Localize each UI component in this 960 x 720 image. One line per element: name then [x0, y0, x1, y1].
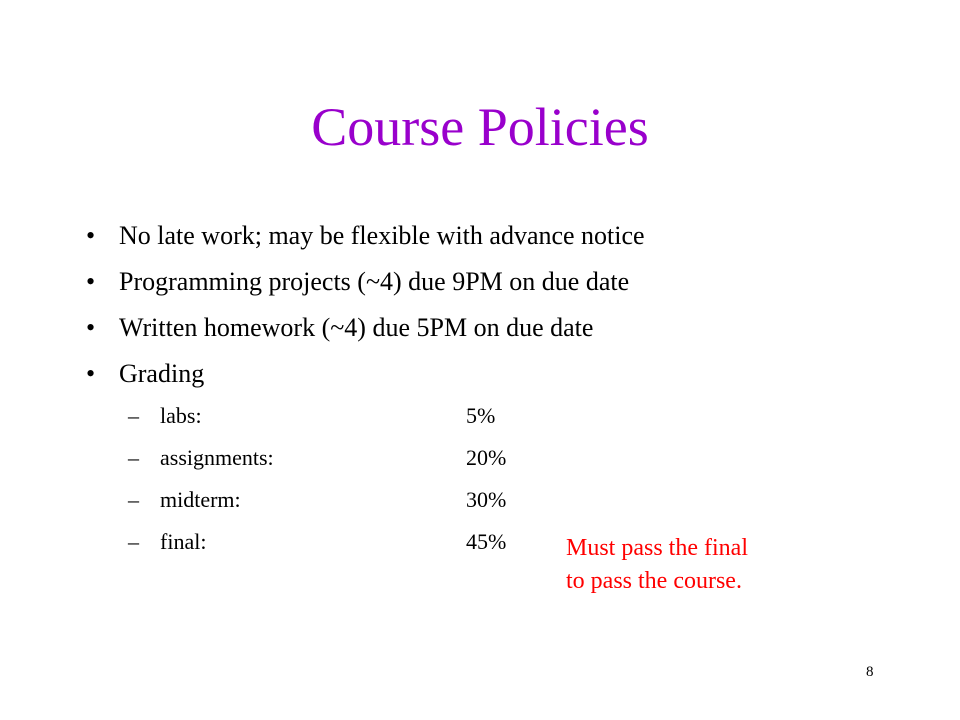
grading-value: 45% [466, 529, 507, 554]
dash-icon: – [128, 445, 139, 470]
bullet-item [83, 351, 645, 397]
grading-value: 20% [466, 445, 507, 470]
callout-line: to pass the course. [566, 568, 742, 594]
page-number: 8 [866, 664, 874, 680]
dash-icon: – [128, 403, 139, 428]
dash-icon: – [128, 529, 139, 554]
bullet-text: Written homework (~4) due 5PM on due date [119, 313, 594, 342]
bullet-icon: • [86, 359, 96, 388]
bullet-icon: • [86, 221, 96, 250]
bullet-text: Grading [119, 359, 205, 388]
grading-label: final: [160, 529, 207, 554]
dash-icon: – [128, 487, 139, 512]
grading-label: midterm: [160, 487, 241, 512]
bullet-item [83, 259, 645, 305]
grading-value: 30% [466, 487, 507, 512]
bullet-list [83, 213, 645, 397]
callout-line: Must pass the final [566, 535, 748, 561]
bullet-text: Programming projects (~4) due 9PM on due date [119, 267, 630, 296]
bullet-icon: • [86, 267, 96, 296]
callout-note [566, 532, 748, 598]
slide-title: Course Policies [311, 97, 649, 157]
grading-label: assignments: [160, 445, 274, 470]
grading-label: labs: [160, 403, 202, 428]
bullet-text: No late work; may be flexible with advance notice [119, 221, 645, 250]
grading-value: 5% [466, 403, 496, 428]
bullet-item [83, 305, 645, 351]
bullet-item [83, 213, 645, 259]
bullet-icon: • [86, 313, 96, 342]
